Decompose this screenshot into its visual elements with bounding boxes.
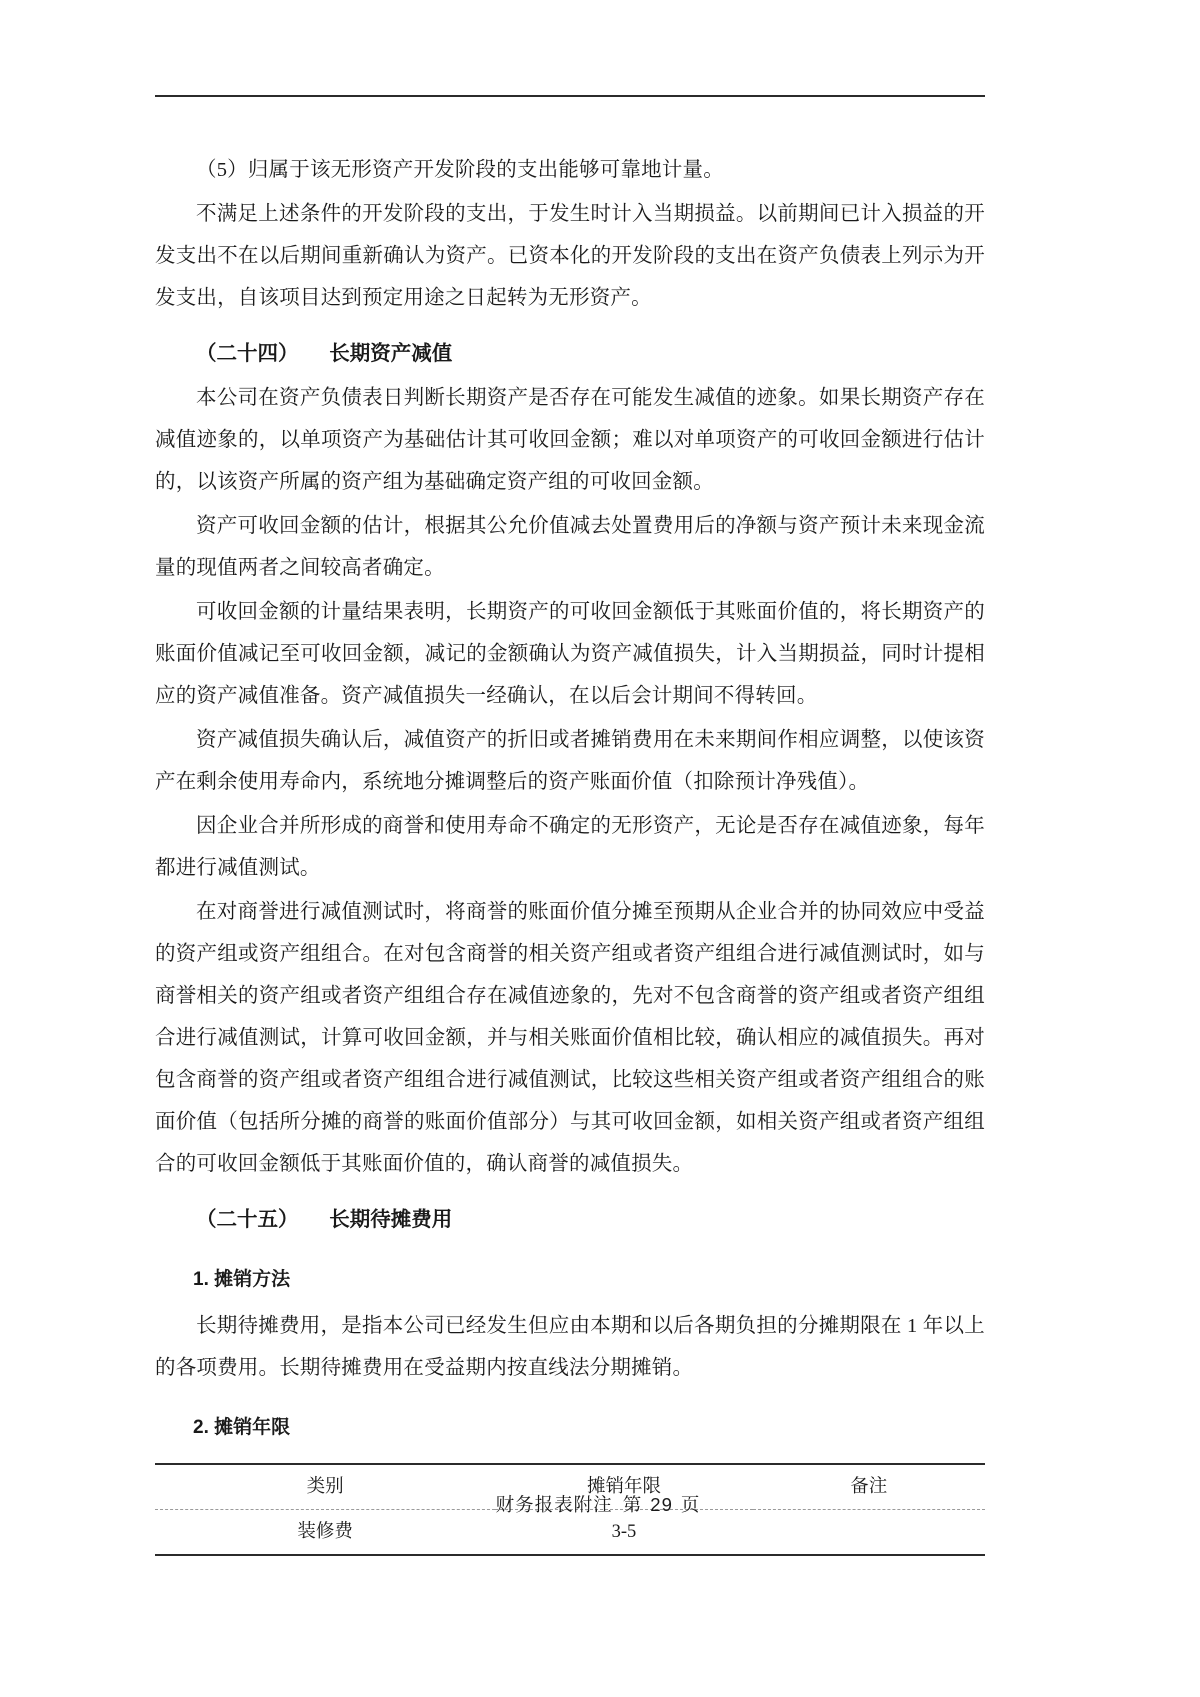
paragraph-impairment-2: 资产可收回金额的估计，根据其公允价值减去处置费用后的净额与资产预计未来现金流量的现值两者之间较高者确定。 bbox=[155, 515, 985, 579]
section-25-number: （二十五） bbox=[196, 1209, 299, 1231]
paragraph-amortization-method: 长期待摊费用，是指本公司已经发生但应由本期和以后各期负担的分摊期限在 1 年以上的各项费用。长期待摊费用在受益期内按直线法分期摊销。 bbox=[155, 1315, 985, 1379]
subsection-heading-amortization-period: 2. 摊销年限 bbox=[193, 1417, 291, 1438]
paragraph-impairment-6: 在对商誉进行减值测试时，将商誉的账面价值分摊至预期从企业合并的协同效应中受益的资产组或资产组组合。在对包含商誉的相关资产组或者资产组组合进行减值测试时，如与商誉相关的资产组或者资产组组合存在减值迹象的，先对不包含商誉的资产组或者资产组组合进行减值测试，计算可收回金额，并与相关账面价值相比较，确认相应的减值损失。再对包含商誉的资产组或者资产组组合进行减值测试，比较这些相关资产组或者资产组组合的账面价值（包括所分摊的商誉的账面价值部分）与其可收回金额，如相关资产组或者资产组组合的可收回金额低于其账面价值的，确认商誉的减值损失。 bbox=[155, 901, 985, 1175]
paragraph-item-5: （5）归属于该无形资产开发阶段的支出能够可靠地计量。 bbox=[196, 159, 724, 181]
paragraph-development-expenditure: 不满足上述条件的开发阶段的支出，于发生时计入当期损益。以前期间已计入损益的开发支出不在以后期间重新确认为资产。已资本化的开发阶段的支出在资产负债表上列示为开发支出，自该项目达到预定用途之日起转为无形资产。 bbox=[155, 203, 985, 309]
page-footer bbox=[0, 1491, 1200, 1517]
subsection-heading-amortization-method: 1. 摊销方法 bbox=[193, 1269, 291, 1290]
section-24-title: 长期资产减值 bbox=[329, 343, 453, 365]
section-heading-24 bbox=[155, 333, 985, 375]
table-cell-period: 3-5 bbox=[495, 1510, 752, 1556]
table-header-period: 摊销年限 bbox=[495, 1464, 752, 1510]
section-heading-25 bbox=[155, 1199, 985, 1241]
table-header-category: 类别 bbox=[155, 1464, 495, 1510]
paragraph-impairment-3: 可收回金额的计量结果表明，长期资产的可收回金额低于其账面价值的，将长期资产的账面价值减记至可收回金额，减记的金额确认为资产减值损失，计入当期损益，同时计提相应的资产减值准备。资产减值损失一经确认，在以后会计期间不得转回。 bbox=[155, 601, 985, 707]
header-rule bbox=[155, 95, 985, 97]
paragraph-impairment-5: 因企业合并所形成的商誉和使用寿命不确定的无形资产，无论是否存在减值迹象，每年都进行减值测试。 bbox=[155, 815, 985, 879]
section-25-title: 长期待摊费用 bbox=[329, 1209, 453, 1231]
footer-page-number: 29 bbox=[650, 1494, 673, 1515]
table-cell-category: 装修费 bbox=[155, 1510, 495, 1556]
paragraph-impairment-4: 资产减值损失确认后，减值资产的折旧或者摊销费用在未来期间作相应调整，以使该资产在剩余使用寿命内，系统地分摊调整后的资产账面价值（扣除预计净残值）。 bbox=[155, 729, 985, 793]
section-24-number: （二十四） bbox=[196, 343, 299, 365]
paragraph-impairment-1: 本公司在资产负债表日判断长期资产是否存在可能发生减值的迹象。如果长期资产存在减值迹象的，以单项资产为基础估计其可收回金额；难以对单项资产的可收回金额进行估计的，以该资产所属的资产组为基础确定资产组的可收回金额。 bbox=[155, 387, 985, 493]
footer-page-suffix: 页 bbox=[680, 1494, 701, 1515]
footer-page-prefix: 第 bbox=[622, 1494, 643, 1515]
table-header-remark: 备注 bbox=[753, 1464, 985, 1510]
page-content bbox=[155, 95, 985, 1556]
footer-label: 财务报表附注 bbox=[495, 1494, 613, 1515]
